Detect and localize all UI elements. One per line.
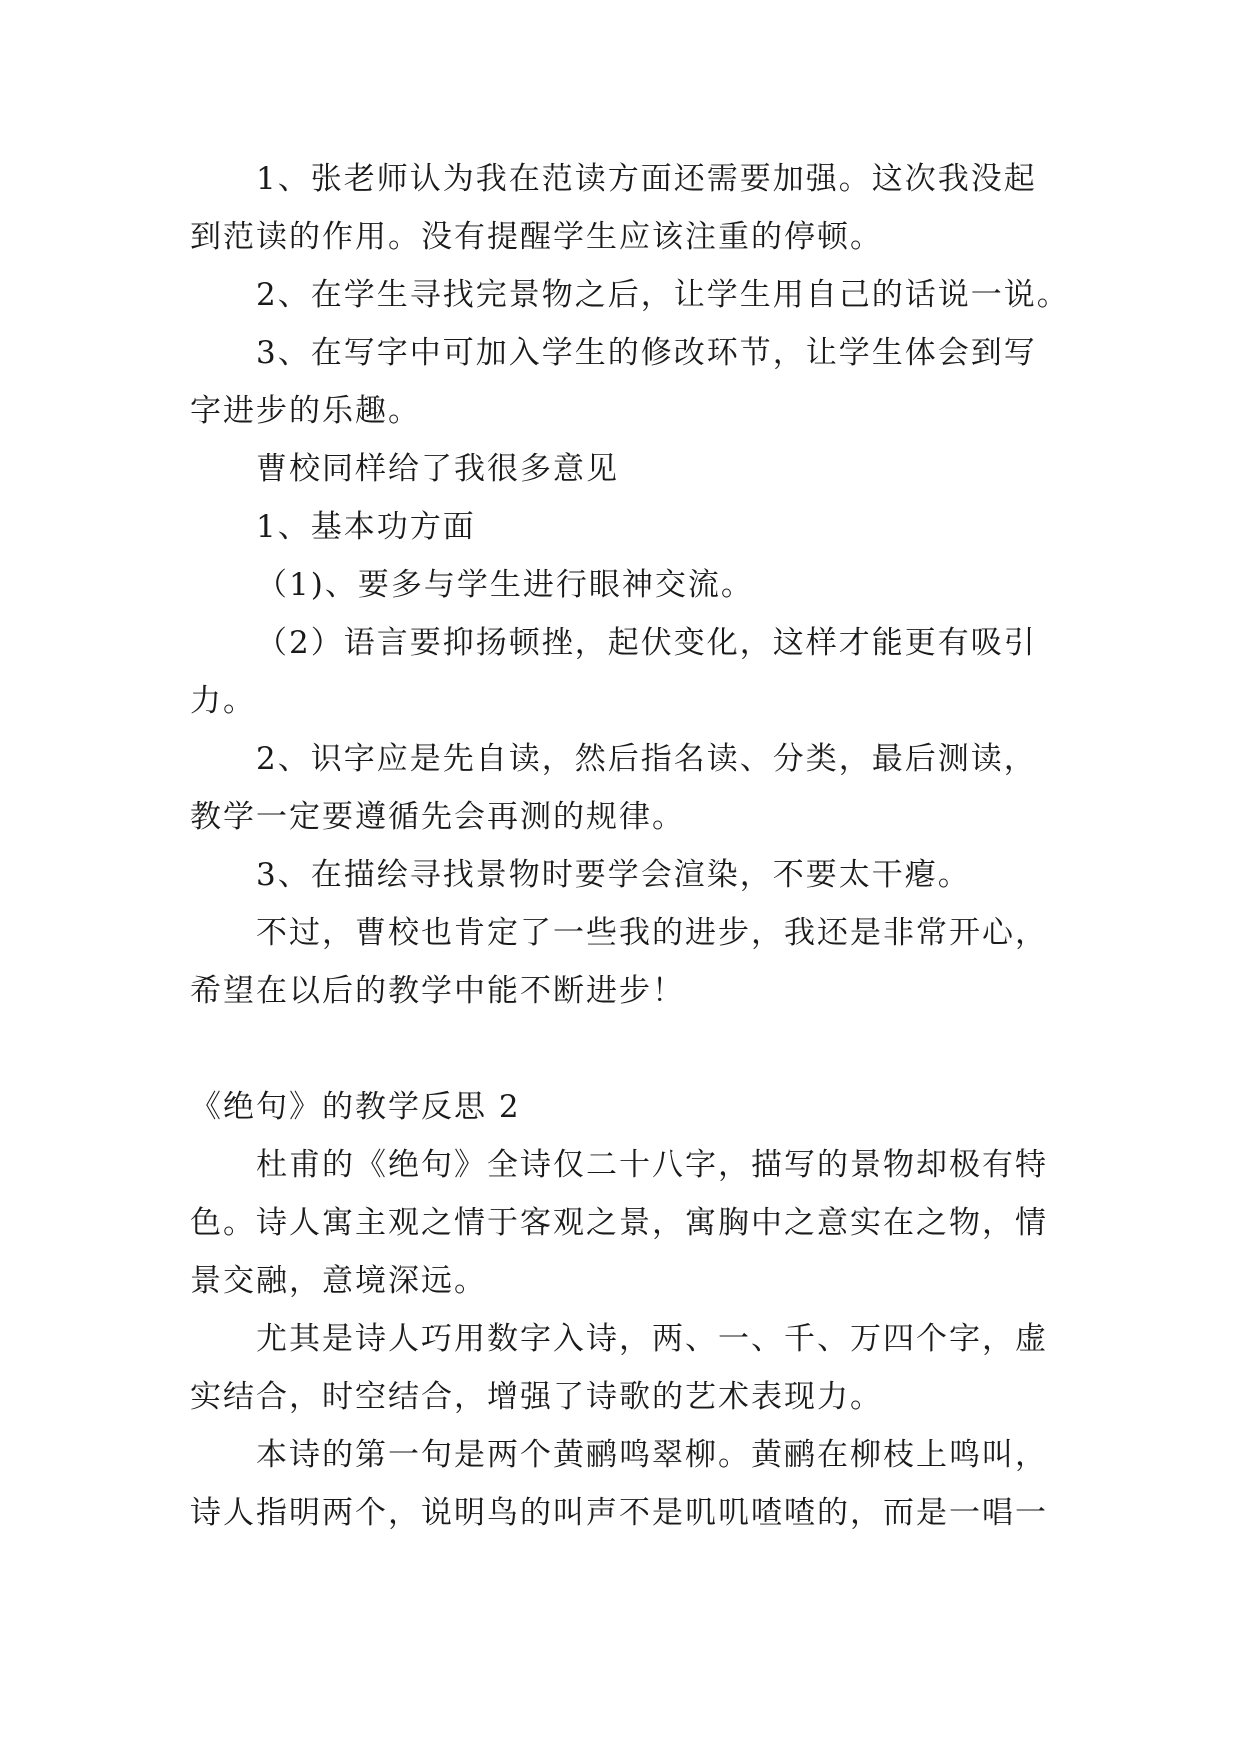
paragraph-line: 1、张老师认为我在范读方面还需要加强。这次我没起 — [256, 161, 1037, 197]
paragraph-line: 3、在写字中可加入学生的修改环节，让学生体会到写 — [256, 335, 1037, 371]
section-gap — [190, 1020, 1060, 1078]
section-heading: 《绝句》的教学反思 2 — [190, 1089, 521, 1125]
paragraph-line: 尤其是诗人巧用数字入诗，两、一、千、万四个字，虚 — [256, 1321, 1048, 1357]
paragraph-line: 本诗的第一句是两个黄鹂鸣翠柳。黄鹂在柳枝上鸣叫， — [256, 1437, 1048, 1473]
paragraph-line: 曹校同样给了我很多意见 — [256, 451, 619, 487]
paragraph-line: 杜甫的《绝句》全诗仅二十八字，描写的景物却极有特 — [256, 1147, 1048, 1183]
paragraph-line: 景交融，意境深远。 — [190, 1263, 487, 1299]
document-body — [190, 150, 1070, 1542]
paragraph-line: 教学一定要遵循先会再测的规律。 — [190, 799, 685, 835]
paragraph-line: 力。 — [190, 683, 256, 719]
paragraph-line: 诗人指明两个，说明鸟的叫声不是叽叽喳喳的，而是一唱一 — [190, 1495, 1048, 1531]
paragraph-line: 1、基本功方面 — [256, 509, 476, 545]
paragraph-line: 实结合，时空结合，增强了诗歌的艺术表现力。 — [190, 1379, 883, 1415]
paragraph-line: 色。诗人寓主观之情于客观之景，寓胸中之意实在之物，情 — [190, 1205, 1048, 1241]
paragraph-line: 字进步的乐趣。 — [190, 393, 421, 429]
paragraph-line: 不过，曹校也肯定了一些我的进步，我还是非常开心， — [256, 915, 1048, 951]
paragraph-line: 3、在描绘寻找景物时要学会渲染，不要太干瘪。 — [256, 857, 971, 893]
paragraph-line: （2）语言要抑扬顿挫，起伏变化，这样才能更有吸引 — [256, 625, 1037, 661]
paragraph-line: 希望在以后的教学中能不断进步！ — [190, 973, 685, 1009]
paragraph-line: 2、在学生寻找完景物之后，让学生用自己的话说一说。 — [256, 277, 1070, 313]
paragraph-line: （1)、要多与学生进行眼神交流。 — [256, 567, 754, 603]
paragraph-line: 到范读的作用。没有提醒学生应该注重的停顿。 — [190, 219, 883, 255]
paragraph-line: 2、识字应是先自读，然后指名读、分类，最后测读， — [256, 741, 1037, 777]
